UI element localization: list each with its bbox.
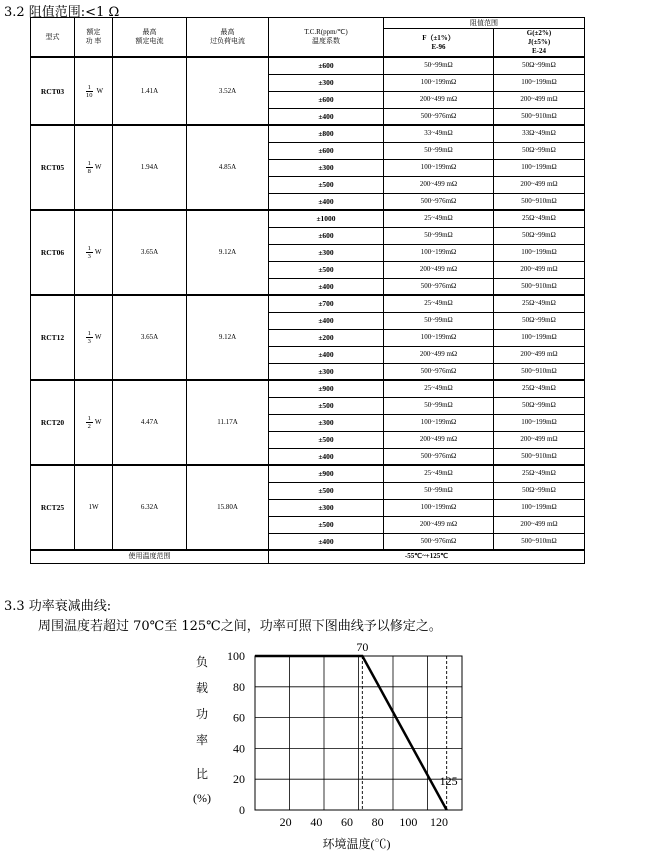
tcr-cell: ±300 <box>269 363 384 380</box>
model-cell: RCT03 <box>31 57 75 125</box>
power-fraction <box>84 84 95 99</box>
rated-current-cell: 6.32A <box>113 465 187 550</box>
power-derating-chart <box>180 632 480 862</box>
f-range-cell: 200~499 mΩ <box>384 261 494 278</box>
tcr-cell: ±400 <box>269 312 384 329</box>
power-unit: W <box>96 86 104 95</box>
f-range-cell: 25~49mΩ <box>384 295 494 312</box>
overload-current-cell: 9.12A <box>187 295 269 380</box>
f-range-cell: 500~976mΩ <box>384 448 494 465</box>
power-cell <box>75 57 113 125</box>
table-row <box>31 125 585 142</box>
curve-annotation-label: 70 <box>356 640 369 654</box>
g-range-cell: 500~910mΩ <box>494 533 585 550</box>
model-cell: RCT06 <box>31 210 75 295</box>
tcr-cell: ±300 <box>269 414 384 431</box>
model-cell: RCT05 <box>31 125 75 210</box>
tcr-cell: ±1000 <box>269 210 384 227</box>
g-range-cell: 50Ω~99mΩ <box>494 312 585 329</box>
tcr-cell: ±300 <box>269 244 384 261</box>
y-axis-label-char: 载 <box>195 681 209 695</box>
derating-curve-line <box>255 656 447 810</box>
f-range-cell: 50~99mΩ <box>384 142 494 159</box>
section-title-power-derating: 3.3 功率衰减曲线: <box>4 599 112 614</box>
rated-current-cell: 1.41A <box>113 57 187 125</box>
power-denominator: 2 <box>87 423 91 430</box>
g-range-cell: 200~499 mΩ <box>494 516 585 533</box>
power-cell <box>75 465 113 550</box>
g-range-cell: 200~499 mΩ <box>494 261 585 278</box>
y-tick-label: 0 <box>239 803 245 817</box>
y-axis-label-char: (%) <box>193 791 211 805</box>
f-range-cell: 100~199mΩ <box>384 74 494 91</box>
section-title-resistance-range: 3.2 阻值范围:<1 Ω <box>4 5 120 20</box>
curve-annotation-label: 125 <box>439 774 458 788</box>
g-range-cell: 100~199mΩ <box>494 74 585 91</box>
power-numerator: 1 <box>87 83 91 91</box>
overload-current-cell: 3.52A <box>187 57 269 125</box>
g-range-cell: 100~199mΩ <box>494 499 585 516</box>
f-range-cell: 25~49mΩ <box>384 210 494 227</box>
tcr-cell: ±500 <box>269 176 384 193</box>
tcr-cell: ±400 <box>269 278 384 295</box>
y-tick-label: 20 <box>233 772 245 787</box>
g-range-cell: 25Ω~49mΩ <box>494 380 585 397</box>
f-range-cell: 33~49mΩ <box>384 125 494 142</box>
g-range-cell: 500~910mΩ <box>494 363 585 380</box>
header-f-tolerance: F（±1%） E-96 <box>384 29 494 58</box>
tcr-cell: ±400 <box>269 108 384 125</box>
f-range-cell: 100~199mΩ <box>384 414 494 431</box>
power-denominator: 3 <box>87 338 91 345</box>
g-range-cell: 100~199mΩ <box>494 329 585 346</box>
model-cell: RCT25 <box>31 465 75 550</box>
power-unit: W <box>94 418 102 427</box>
tcr-cell: ±600 <box>269 142 384 159</box>
power-fraction <box>86 160 93 175</box>
g-range-cell: 200~499 mΩ <box>494 346 585 363</box>
y-axis-label-char: 率 <box>195 733 209 747</box>
rated-current-cell: 1.94A <box>113 125 187 210</box>
operating-temp-value: -55℃~+125℃ <box>269 550 585 563</box>
g-range-cell: 25Ω~49mΩ <box>494 210 585 227</box>
f-range-cell: 500~976mΩ <box>384 278 494 295</box>
power-numerator: 1 <box>87 245 91 252</box>
f-range-cell: 500~976mΩ <box>384 363 494 380</box>
f-range-cell: 50~99mΩ <box>384 312 494 329</box>
x-tick-label: 100 <box>399 815 418 829</box>
header-tcr: T.C.R(ppm/℃) 温度系数 <box>269 18 384 58</box>
table-footer-row <box>31 550 585 563</box>
tcr-cell: ±400 <box>269 533 384 550</box>
table-row <box>31 295 585 312</box>
g-range-cell: 500~910mΩ <box>494 448 585 465</box>
tcr-cell: ±900 <box>269 465 384 482</box>
table-row <box>31 465 585 482</box>
power-cell <box>75 125 113 210</box>
overload-current-cell: 4.85A <box>187 125 269 210</box>
tcr-cell: ±600 <box>269 57 384 74</box>
tcr-cell: ±400 <box>269 193 384 210</box>
g-range-cell: 50Ω~99mΩ <box>494 57 585 74</box>
f-range-cell: 50~99mΩ <box>384 227 494 244</box>
power-fraction <box>86 415 93 430</box>
tcr-cell: ±600 <box>269 227 384 244</box>
g-range-cell: 50Ω~99mΩ <box>494 397 585 414</box>
tcr-cell: ±500 <box>269 397 384 414</box>
rated-current-cell: 3.65A <box>113 295 187 380</box>
table-row <box>31 380 585 397</box>
tcr-cell: ±300 <box>269 159 384 176</box>
header-rated-current: 最高 额定电流 <box>113 18 187 58</box>
power-cell <box>75 295 113 380</box>
g-range-cell: 25Ω~49mΩ <box>494 295 585 312</box>
tcr-cell: ±500 <box>269 482 384 499</box>
power-numerator: 1 <box>87 415 91 422</box>
g-range-cell: 100~199mΩ <box>494 414 585 431</box>
f-range-cell: 100~199mΩ <box>384 244 494 261</box>
power-text: 1W <box>88 503 99 511</box>
x-tick-label: 40 <box>310 815 323 829</box>
g-range-cell: 500~910mΩ <box>494 193 585 210</box>
tcr-cell: ±700 <box>269 295 384 312</box>
tcr-cell: ±600 <box>269 91 384 108</box>
tcr-cell: ±300 <box>269 74 384 91</box>
y-tick-label: 40 <box>233 741 245 756</box>
power-fraction <box>86 245 93 260</box>
x-tick-label: 60 <box>341 815 353 829</box>
x-axis-label: 环境温度(℃) <box>322 837 391 851</box>
power-denominator: 3 <box>87 253 91 260</box>
tcr-cell: ±500 <box>269 516 384 533</box>
x-tick-label: 120 <box>430 815 448 829</box>
g-range-cell: 50Ω~99mΩ <box>494 142 585 159</box>
f-range-cell: 500~976mΩ <box>384 193 494 210</box>
g-range-cell: 200~499 mΩ <box>494 431 585 448</box>
overload-current-cell: 11.17A <box>187 380 269 465</box>
f-range-cell: 100~199mΩ <box>384 159 494 176</box>
y-tick-label: 100 <box>227 649 245 663</box>
x-tick-label: 20 <box>279 815 292 829</box>
power-unit: W <box>94 163 102 172</box>
power-numerator: 1 <box>87 330 91 337</box>
model-cell: RCT12 <box>31 295 75 380</box>
g-range-cell: 200~499 mΩ <box>494 176 585 193</box>
f-range-cell: 25~49mΩ <box>384 380 494 397</box>
header-model: 型式 <box>31 18 75 58</box>
g-range-cell: 100~199mΩ <box>494 244 585 261</box>
rated-current-cell: 4.47A <box>113 380 187 465</box>
model-cell: RCT20 <box>31 380 75 465</box>
power-denominator: 10 <box>85 91 93 99</box>
tcr-cell: ±800 <box>269 125 384 142</box>
y-axis-label-char: 负 <box>195 655 209 669</box>
power-numerator: 1 <box>87 160 91 167</box>
tcr-cell: ±900 <box>269 380 384 397</box>
tcr-cell: ±300 <box>269 499 384 516</box>
resistance-spec-table <box>30 17 585 564</box>
y-axis-label-char: 功 <box>195 707 209 721</box>
g-range-cell: 33Ω~49mΩ <box>494 125 585 142</box>
section-description: 周围温度若超过 70℃至 125℃之间，功率可照下图曲线予以修定之。 <box>38 619 442 634</box>
tcr-cell: ±500 <box>269 431 384 448</box>
f-range-cell: 100~199mΩ <box>384 499 494 516</box>
y-tick-label: 60 <box>233 710 245 725</box>
f-range-cell: 200~499 mΩ <box>384 346 494 363</box>
rated-current-cell: 3.65A <box>113 210 187 295</box>
power-unit: W <box>94 333 102 342</box>
f-range-cell: 100~199mΩ <box>384 329 494 346</box>
power-denominator: 8 <box>87 168 91 175</box>
f-range-cell: 500~976mΩ <box>384 533 494 550</box>
g-range-cell: 500~910mΩ <box>494 278 585 295</box>
f-range-cell: 200~499 mΩ <box>384 516 494 533</box>
tcr-cell: ±200 <box>269 329 384 346</box>
g-range-cell: 25Ω~49mΩ <box>494 465 585 482</box>
header-resistance-range: 阻值范围 <box>384 18 585 29</box>
f-range-cell: 500~976mΩ <box>384 108 494 125</box>
overload-current-cell: 9.12A <box>187 210 269 295</box>
tcr-cell: ±400 <box>269 448 384 465</box>
g-range-cell: 50Ω~99mΩ <box>494 227 585 244</box>
g-range-cell: 50Ω~99mΩ <box>494 482 585 499</box>
y-axis-label-char: 比 <box>195 767 209 781</box>
g-range-cell: 100~199mΩ <box>494 159 585 176</box>
f-range-cell: 50~99mΩ <box>384 57 494 74</box>
f-range-cell: 200~499 mΩ <box>384 176 494 193</box>
operating-temp-label: 使用温度范围 <box>31 550 269 563</box>
f-range-cell: 50~99mΩ <box>384 482 494 499</box>
power-unit: W <box>94 248 102 257</box>
f-range-cell: 25~49mΩ <box>384 465 494 482</box>
f-range-cell: 200~499 mΩ <box>384 91 494 108</box>
header-power: 额定 功 率 <box>75 18 113 58</box>
overload-current-cell: 15.80A <box>187 465 269 550</box>
table-row <box>31 57 585 74</box>
f-range-cell: 200~499 mΩ <box>384 431 494 448</box>
power-cell <box>75 380 113 465</box>
tcr-cell: ±400 <box>269 346 384 363</box>
f-range-cell: 50~99mΩ <box>384 397 494 414</box>
header-g-j-tolerance: G(±2%) J(±5%) E-24 <box>494 29 585 58</box>
y-tick-label: 80 <box>233 679 245 694</box>
g-range-cell: 200~499 mΩ <box>494 91 585 108</box>
header-overload-current: 最高 过负荷电流 <box>187 18 269 58</box>
power-fraction <box>86 330 93 345</box>
power-cell <box>75 210 113 295</box>
x-tick-label: 80 <box>371 815 384 829</box>
table-row <box>31 210 585 227</box>
g-range-cell: 500~910mΩ <box>494 108 585 125</box>
tcr-cell: ±500 <box>269 261 384 278</box>
